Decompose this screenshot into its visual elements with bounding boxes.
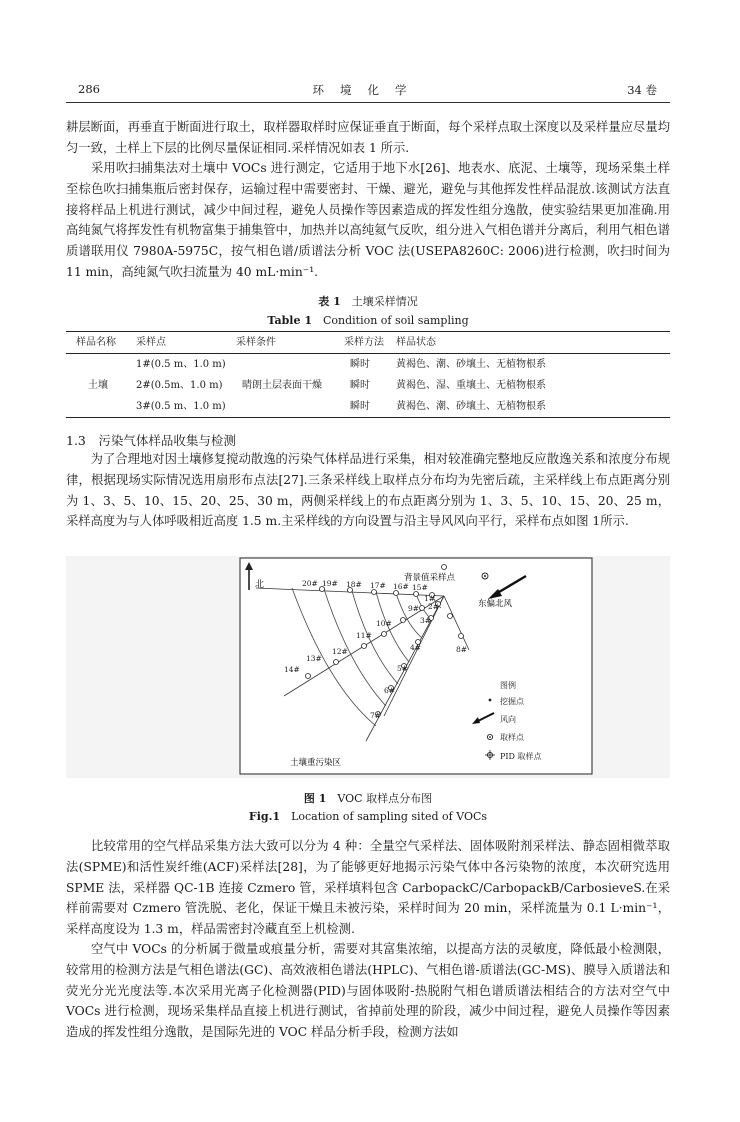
table-label-cn: 表 1 xyxy=(318,295,341,308)
background-point-marker xyxy=(442,565,447,570)
figure-1 xyxy=(66,556,670,778)
figure-label-cn: 图 1 xyxy=(303,792,327,805)
cell-sample-name: 土壤 xyxy=(66,354,136,418)
paragraph-3: 为了合理地对因土壤修复搅动散逸的污染气体样品进行采集，相对较准确完整地反应散逸关系和浓度分布规律，根据现场实际情况选用扇形布点法[27].三条采样线上取样点分布均为先密后疏，主采样线上布点距离分别为 1、3、5、10、15、20、25、30 m，两侧采样线上的布点距离分别为 1、3、5、10、15、20、25 m，采样高度为与人体呼吸相近高度 1.5 m.主采样线的方向设置与沿主导风风向平行，采样布点如图 1所示. xyxy=(66,452,670,529)
background-label: 背景值采样点 xyxy=(404,573,456,583)
paragraph-4: 比较常用的空气样品采集方法大致可以分为 4 种：全量空气采样法、固体吸附剂采样法、静态固相微萃取法(SPME)和活性炭纤维(ACF)采样法[28]，为了能够更好地揭示污染气体中各污染物的浓度，本次研究选用 SPME 法，采样器 QC-1B 连接 Czmero 管，采样填料包含 CarbopackC/CarbopackB/CarbosieveS.在采样前需要对 Czmero 管洗脱、老化，保证干燥且未被污染，采样时间为 20 min，采样流量为 0.1 L·min⁻¹，采样高度设为 1.3 m，样品需密封冷藏直至上机检测. xyxy=(66,839,670,937)
section-heading: 1.3 污染气体样品收集与检测 xyxy=(66,433,236,448)
sampling-table xyxy=(66,331,670,418)
point-label: 10# xyxy=(376,619,392,628)
page-number: 286 xyxy=(78,82,100,96)
point-label: 8# xyxy=(456,645,468,654)
background-symbol-dot xyxy=(484,575,486,577)
cell-method: 瞬时 xyxy=(344,396,390,418)
cell-state: 黄褐色、潮、砂壤土、无植物根系 xyxy=(390,396,670,418)
table-row xyxy=(66,354,670,376)
legend-item: 挖掘点 xyxy=(500,697,524,706)
table-row xyxy=(66,375,670,396)
paragraph-2: 采用吹扫捕集法对土壤中 VOCs 进行测定，它适用于地下水[26]、地表水、底泥、土壤等，现场采集土样至棕色吹扫捕集瓶后密封保存，运输过程中需要密封、干燥、避光，避免与其他挥发性样品混放.该测试方法直接将样品上机进行测试，减少中间过程，避免人员操作等因素造成的挥发性组分逸散，使实验结果更加准确.用高纯氮气将挥发性有机物富集于捕集管中，加热并以高纯氦气反吹，组分进入气相色谱并分离后，利用气相色谱质谱联用仪 7980A-5975C，按气相色谱/质谱法分析 VOC 法(USEPA8260C: 2006)进行检测，吹扫时间为 11 min，高纯氮气吹扫流量为 40 mL·min⁻¹. xyxy=(66,161,670,279)
cell-point: 2#(0.5m、1.0 m) xyxy=(136,380,223,391)
figure-title-cn: VOC 取样点分布图 xyxy=(337,792,433,805)
cell-state: 黄褐色、湿、重壤土、无植物根系 xyxy=(396,380,546,391)
point-label: 1# xyxy=(424,594,436,603)
point-marker xyxy=(362,644,367,649)
point-label: 15# xyxy=(412,583,428,592)
col-header: 采样点 xyxy=(136,332,236,354)
point-marker xyxy=(420,606,425,611)
point-label: 9# xyxy=(408,604,420,613)
point-marker xyxy=(306,674,311,679)
table-caption-en xyxy=(66,313,670,328)
table-header-row xyxy=(66,332,670,354)
point-label: 19# xyxy=(322,579,338,588)
point-label: 6# xyxy=(384,686,396,695)
table-row xyxy=(66,396,670,418)
point-label: 12# xyxy=(332,647,348,656)
point-label: 13# xyxy=(306,654,322,663)
point-marker xyxy=(448,614,453,619)
legend-dig-symbol xyxy=(489,699,492,702)
col-header: 采样方法 xyxy=(344,332,390,354)
legend-item: 风向 xyxy=(500,715,516,724)
figure-caption-en xyxy=(66,808,670,824)
paragraph-5: 空气中 VOCs 的分析属于微量或痕量分析，需要对其富集浓缩，以提高方法的灵敏度，降低最小检测限，较常用的检测方法是气相色谱法(GC)、高效液相色谱法(HPLC)、气相色谱-质谱法(GC-MS)、膜导入质谱法和荧光分光光度法等.本次采用光离子化检测器(PID)与固体吸附-热脱附气相色谱质谱法相结合的方法对空气中 VOCs 进行检测，现场采集样品直接上机进行测试，省掉前处理的阶段，减少中间过程，避免人员操作等因素造成的挥发性组分逸散，是国际先进的 VOC 样品分析手段，检测方法如 xyxy=(66,942,670,1040)
point-label: 16# xyxy=(393,582,409,591)
cell-method: 瞬时 xyxy=(350,359,370,370)
sampling-map xyxy=(66,556,670,778)
journal-title: 环境化学 xyxy=(312,83,423,97)
point-label: 11# xyxy=(356,631,372,640)
cell-point: 1#(0.5 m、1.0 m) xyxy=(136,359,226,370)
point-marker xyxy=(401,618,406,623)
volume-label: 34 卷 xyxy=(627,83,657,97)
point-label: 5# xyxy=(397,664,409,673)
paragraph-1: 耕层断面，再垂直于断面进行取土，取样器取样时应保证垂直于断面，每个采样点取土深度以及采样量应尽量均匀一致，土样上下层的比例尽量保证相同.采样情况如表 1 所示. xyxy=(66,120,670,155)
table-caption-cn xyxy=(66,294,670,309)
legend-item: 取样点 xyxy=(500,733,524,742)
point-label: 18# xyxy=(346,580,362,589)
north-label: 北 xyxy=(255,580,265,590)
point-label: 17# xyxy=(370,581,386,590)
point-marker xyxy=(372,590,377,595)
legend-item: PID 取样点 xyxy=(500,752,542,761)
point-label: 20# xyxy=(302,579,318,588)
zone-label: 土壤重污染区 xyxy=(290,758,342,768)
cell-condition: 晴朗土层表面干燥 xyxy=(236,354,344,418)
point-label: 2# xyxy=(428,602,440,611)
point-label: 14# xyxy=(284,665,300,674)
figure-caption-cn xyxy=(66,790,670,806)
point-marker xyxy=(414,592,419,597)
table-title-cn: 土壤采样情况 xyxy=(351,295,418,308)
table-label-en: Table 1 xyxy=(267,314,312,327)
point-label: 3# xyxy=(420,616,432,625)
point-label: 7# xyxy=(370,711,382,720)
legend-title: 图例 xyxy=(500,681,516,690)
col-header: 采样条件 xyxy=(236,332,344,354)
running-header xyxy=(78,82,657,98)
point-marker xyxy=(382,632,387,637)
figure-title-en: Location of sampling sited of VOCs xyxy=(291,810,488,823)
figure-label-en: Fig.1 xyxy=(248,810,281,823)
cell-point: 3#(0.5 m、1.0 m) xyxy=(136,396,236,418)
point-marker xyxy=(394,591,399,596)
point-marker xyxy=(334,660,339,665)
header-rule xyxy=(66,102,670,103)
col-header: 样品名称 xyxy=(66,332,136,354)
wind-label: 东偏北风 xyxy=(478,599,513,609)
legend-sample-dot xyxy=(489,736,491,738)
col-header: 样品状态 xyxy=(390,332,670,354)
point-label: 4# xyxy=(410,643,422,652)
point-marker xyxy=(459,634,464,639)
cell-method: 瞬时 xyxy=(350,380,370,391)
cell-state: 黄褐色、潮、砂壤土、无植物根系 xyxy=(396,359,546,370)
table-title-en: Condition of soil sampling xyxy=(322,314,469,327)
